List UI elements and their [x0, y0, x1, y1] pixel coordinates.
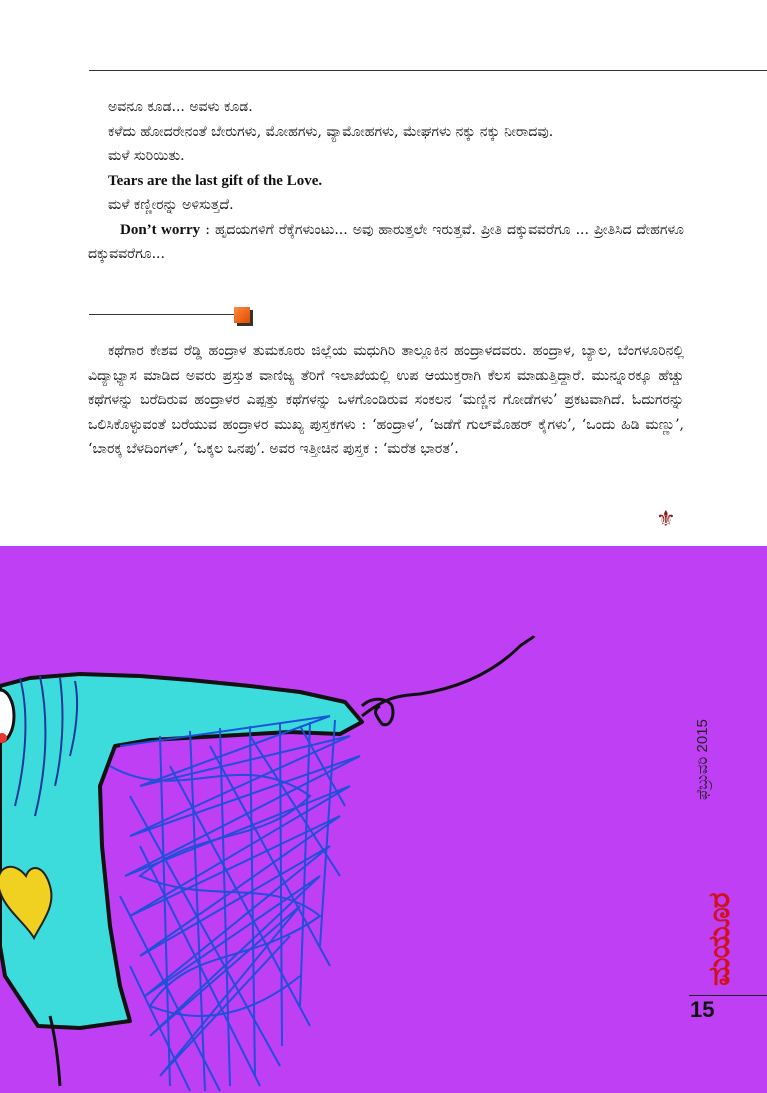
bio-paragraph: ಕಥೆಗಾರ ಕೇಶವ ರೆಡ್ಡಿ ಹಂದ್ರಾಳ ತುಮಕೂರು ಜಿಲ್ಲೆಯ ಮಧುಗಿರಿ ತಾಲ್ಲೂಕಿನ ಹಂದ್ರಾಳದವರು. ಹಂದ್ರಾಳ, ಬ್ಯಾಲ, ಬೆಂಗಳೂರಿನಲ್ಲಿ ವಿದ್ಯಾಭ್ಯಾಸ ಮಾಡಿದ ಅವರು ಪ್ರಸ್ತುತ ವಾಣಿಜ್ಯ ತೆರಿಗೆ ಇಲಾಖೆಯಲ್ಲಿ ಉಪ ಆಯುಕ್ತರಾಗಿ ಕೆಲಸ ಮಾಡುತ್ತಿದ್ದಾರೆ. ಮುನ್ನೂರಕ್ಕೂ ಹೆಚ್ಚು ಕಥೆಗಳನ್ನು ಬರೆದಿರುವ ಹಂದ್ರಾಳರ ಎಪ್ಪತ್ತು ಕಥೆಗಳನ್ನು ಒಳಗೊಂಡಿರುವ ಸಂಕಲನ ‘ಮಣ್ಣಿನ ಗೋಡೆಗಳು’ ಪ್ರಕಟವಾಗಿದೆ. ಓದುಗರನ್ನು ಒಲಿಸಿಕೊಳ್ಳುವಂತೆ ಬರೆಯುವ ಹಂದ್ರಾಳರ ಮುಖ್ಯ ಪುಸ್ತಕಗಳು : ‘ಹಂದ್ರಾಳ’, ‘ಜಡೆಗೆ ಗುಲ್‌ಮೊಹರ್ ಕೈಗಳು’, ‘ಒಂದು ಹಿಡಿ ಮಣ್ಣು’, ‘ಬಾರಕ್ಕ ಬೆಳದಿಂಗಳ್’, ‘ಒಕ್ಕಲ ಒನಪು’. ಅವರ ಇತ್ತೀಚಿನ ಪುಸ್ತಕ : ‘ಮರೆತ ಭಾರತ’.: [88, 343, 684, 457]
illustration-drawing: [0, 546, 767, 1093]
section-divider: [89, 313, 254, 325]
arm-line: [362, 636, 534, 716]
story-ending: [88, 95, 684, 267]
story-paragraph: ಕಳೆದು ಹೋದರೇನಂತೆ ಬೇರುಗಳು, ಮೋಹಗಳು, ವ್ಯಾಮೋಹಗಳು, ಮೇಘಗಳು ನಕ್ಕು ನಕ್ಕು ನೀರಾದವು.: [108, 123, 554, 140]
issue-date: ಫೆಬ್ರುವರಿ 2015: [694, 719, 711, 800]
story-paragraph: ಮಳೆ ಸುರಿಯಿತು.: [108, 148, 185, 164]
header-rule: [89, 70, 767, 71]
page-number: 15: [690, 997, 715, 1022]
fleur-de-lis-icon: ⚜: [656, 507, 676, 532]
story-paragraph: ಅವನೂ ಕೂಡ... ಅವಳು ಕೂಡ.: [108, 99, 253, 115]
author-bio: [88, 339, 684, 462]
divider-line: [89, 314, 234, 315]
story-paragraph: [88, 218, 684, 267]
illustration: [0, 546, 767, 1093]
magazine-logo: ಮಯೂರ: [702, 893, 737, 986]
story-text: : ಹೃದಯಗಳಿಗೆ ರೆಕ್ಕೆಗಳುಂಟು... ಅವು ಹಾರುತ್ತಲೇ ಇರುತ್ತವೆ. ಪ್ರೀತಿ ದಕ್ಕುವವರೆಗೂ ... ಪ್ರೀತಿಸಿದ ದೇಹಗಳೂ ದಕ್ಕುವವರೆಗೂ...: [88, 221, 684, 262]
page-number-rule: [689, 995, 767, 996]
divider-square-icon: [234, 307, 250, 323]
story-paragraph: ಮಳೆ ಕಣ್ಣೀರನ್ನು ಅಳಿಸುತ್ತದೆ.: [108, 197, 234, 213]
blue-scribble: [110, 716, 360, 1091]
english-quote: Tears are the last gift of the Love.: [108, 172, 323, 189]
english-phrase: Don’t worry: [120, 221, 201, 238]
